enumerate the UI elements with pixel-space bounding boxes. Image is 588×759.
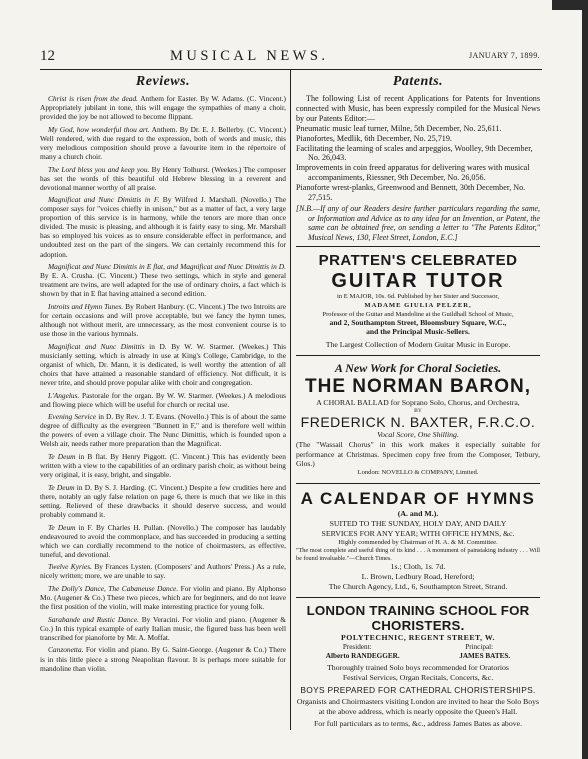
review-body: Pastorale for the organ. By W. W. Starmer. (Weekes.) A melodious and flowing piece which will be useful for church or recital use. — [40, 390, 286, 409]
review-title: Evening Service — [48, 412, 97, 422]
ad-subtitle: GUITAR TUTOR — [331, 270, 505, 293]
patents-intro: The following List of recent Applications for Patents for Inventions connected with Music, has been expressly compiled for the Musical News by our Patents Editor:— — [296, 94, 540, 123]
ad-line: Highly commended by Chairman of H. A. & M. Committee. — [338, 538, 498, 546]
page-number: 12 — [40, 48, 55, 64]
masthead: MUSICAL NEWS. — [170, 48, 329, 64]
ad-line: Professor of the Guitar and Mandoline at the Guildhall School of Music, — [322, 310, 514, 318]
ad-agency: The Church Agency, Ltd., 6, Southampton Street, Strand. — [328, 581, 508, 591]
ad-footer: The Largest Collection of Modern Guitar Music in Europe. — [325, 340, 511, 350]
ad-norman-baron — [296, 355, 540, 482]
review-item — [40, 342, 286, 387]
review-title: Twelve Kyries. — [48, 562, 92, 572]
patents-list — [296, 124, 540, 203]
ad-line: and the Principal Music-Sellers. — [366, 326, 470, 336]
review-item — [40, 302, 286, 338]
ad-principal-label: Principal: — [465, 642, 494, 651]
ad-score: Vocal Score, One Shilling. — [377, 430, 459, 440]
review-body: in D. By S. J. Harding. (C. Vincent.) Despite a few crudities here and there, notably an ugly false relation on page 6, there is much that we like in this setting. Relieved of these drawbacks it should deserve success, and would probably command it. — [40, 482, 286, 519]
ad-boys: BOYS PREPARED FOR CATHEDRAL CHORISTERSHIPS. — [300, 684, 536, 695]
reviews-list — [40, 94, 286, 673]
column-rule — [290, 70, 291, 730]
review-title: Introits and Hymn Tunes. — [48, 301, 124, 311]
ad-name: MADAME GIULIA PELZER, — [364, 301, 472, 309]
review-item — [40, 125, 286, 161]
review-title: L'Angelus. — [48, 390, 80, 400]
reviews-heading: Reviews. — [135, 74, 191, 89]
review-item — [40, 165, 286, 192]
review-body: in F. By Charles H. Pullan. (Novello.) The composer has laudably endeavoured to avoid the commonplace, and has succeeded in producing a setting which we can cordially recommend to the notice of choirmasters, as effective, tuneful, and devotional. — [40, 522, 286, 559]
ad-publisher: London: NOVELLO & COMPANY, Limited. — [357, 468, 479, 476]
review-title: The Dolly's Dance, The Cabaneuse Dance. — [48, 584, 179, 594]
ad-author: L. Brown, Ledbury Road, Hereford; — [361, 571, 475, 581]
ad-title: THE NORMAN BARON, — [305, 376, 531, 398]
ad-by: BY — [414, 408, 422, 415]
review-body: in D. By Rev. J. T. Evans. (Novello.) This is of about the same degree of difficulty as the evergreen "Bunnett in F," and is therefore well within the powers of even a village choir. The Nunc Dimittis, which is founded upon a Welsh air, needs rather more preparation than the Magnificat. — [40, 412, 286, 449]
review-title: Magnificat and Nunc Dimittis — [48, 341, 145, 351]
ad-title: LONDON TRAINING SCHOOL FOR CHORISTERS. — [306, 602, 530, 633]
review-body: By Robert Hanbury. (C. Vincent.) The two Introits are for certain occasions and will prove acceptable, but we fancy the hymn tunes, although not without merit, are unnecessary, as the most convenient course is to use those in the various hymnals. — [40, 301, 286, 339]
ad-description: (The "Wassail Chorus" in this work makes it especially suitable for performance at Christmas. Specimen copy free from the Composer, Tetbury, Glos.) — [296, 440, 540, 468]
review-body: For violin and piano. By G. Saint-George. (Augener & Co.) There is in this little piece a strong Neapolitan flavour. It is perhaps more suitable for mandoline than violin. — [40, 645, 286, 673]
header-rule — [40, 69, 542, 70]
ad-line: Organists and Choirmasters visiting London are invited to hear the Solo Boys at the above address, which is nearly opposite the Queen's Hall. — [296, 696, 540, 716]
ad-address: and 2, Southampton Street, Bloomsbury Square, W.C., — [329, 318, 507, 328]
right-column — [296, 74, 540, 734]
ad-line: For full particulars as to terms, &c., address James Bates as above. — [313, 718, 523, 728]
review-item — [40, 391, 286, 409]
review-title: Te Deum — [48, 522, 76, 532]
review-title: Canzonetta. — [48, 645, 84, 655]
patent-item: Facilitating the learning of scales and arpeggios, Woolley, 9th December, No. 26,043. — [296, 143, 533, 163]
scan-corner — [552, 0, 582, 10]
reviews-column — [40, 74, 286, 734]
ad-line: SUITED TO THE SUNDAY, HOLY DAY, AND DAILY — [329, 518, 507, 528]
review-item — [40, 562, 286, 580]
review-body: By Frances Lysten. (Composers' and Authors' Press.) As a rule, nicely written; more, we are unable to say. — [40, 562, 286, 581]
review-item — [40, 94, 286, 121]
review-body: For violin and piano. By Alphonso Mo. (Augener & Co.) These two pieces, which are for beginners, and do not leave the first position of the violin, will make interesting practice for young folk. — [40, 584, 286, 612]
review-item — [40, 452, 286, 479]
ad-officers — [296, 643, 540, 652]
review-body: By Henry Tolhurst. (Weekes.) The composer has set the words of this beautiful old Hebrew blessing in a reverent and devotional manner worthy of all praise. — [40, 164, 286, 192]
review-title: Te Deum — [48, 452, 76, 462]
ad-president: Alberto RANDEGGER. — [325, 651, 400, 660]
ad-subtitle: A CHORAL BALLAD for Soprano Solo, Chorus, and Orchestra, — [316, 398, 520, 408]
scan-edge — [582, 0, 588, 759]
patents-note: [N.B.—If any of our Readers desire further particulars regarding the same, or Information and Advice as to any idea for an Invention, or Patent, the same can be obtained free, on sending a letter to "The Patents Editor," Musical News, 130, Fleet Street, London, E.C.] — [296, 203, 540, 242]
ad-composer: FREDERICK N. BAXTER, F.R.C.O. — [300, 414, 536, 431]
review-item — [40, 615, 286, 642]
ad-principal: JAMES BATES. — [459, 651, 511, 660]
ad-heading: A New Work for Choral Societies. — [334, 361, 502, 376]
ad-pratten — [296, 246, 540, 355]
patent-item: Pianoforte wrest-planks, Greenwood and Bennett, 30th December, No. 27,515. — [296, 183, 526, 203]
ad-line: Festival Services, Organ Recitals, Concerts, &c. — [342, 672, 494, 682]
review-title: Christ is risen from the dead. — [48, 94, 139, 103]
review-title: The Lord bless you and keep you. — [48, 164, 150, 174]
review-item — [40, 195, 286, 258]
review-title: Sarabande and Rustic Dance. — [48, 614, 139, 624]
ad-london-training — [296, 597, 540, 734]
review-body: By Veracini. For violin and piano. (Augener & Co.) In this typical example of early Italian music, the figured bass has been well transcribed for pianoforte by Mr. A. Moffat. — [40, 614, 286, 642]
ad-subtitle: POLYTECHNIC, REGENT STREET, W. — [341, 632, 495, 642]
review-title: My God, how wonderful thou art. — [48, 124, 150, 134]
ad-line: Thoroughly trained Solo boys recommended for Oratorios — [327, 662, 509, 672]
review-body: By E. A. Crusha. (C. Vincent.) These two settings, which in style and general treatment are twins, are well adapted for the use of ordinary choirs, a fact which is shown by that in E flat having attained a second edition. — [40, 271, 286, 299]
ad-subtitle: (A. and M.). — [397, 508, 439, 518]
patent-item: Pneumatic music leaf turner, Milne, 5th December, No. 25,611. — [296, 123, 502, 133]
review-body: By Wilfred J. Marshall. (Novello.) The composer says for "voices chiefly in unison," but as a matter of fact, a very large proportion of this service is in harmony, while the tenors are more than once divided. The music is pleasing, and although it is fairly easy to sing, Mr. Marshall has so employed his voices as to ensure considerable effect in performance, and undoubted zest on the part of the singers. We can certainly recommend this for adoption. — [40, 195, 286, 259]
ad-title: PRATTEN'S CELEBRATED — [318, 252, 518, 270]
review-item — [40, 483, 286, 519]
ad-line: SERVICES FOR ANY YEAR; WITH OFFICE HYMNS, &c. — [321, 528, 515, 538]
ad-line: in E MAJOR, 10s. 6d. Published by her Sister and Successor, — [336, 293, 499, 301]
ad-quote: "The most complete and useful thing of its kind . . . A monument of painstaking industry . . . Will be found invaluable."—Church Times. — [296, 547, 540, 562]
review-body: Anthem. By Dr. E. J. Bellerby. (C. Vincent.) Well rendered, with due regard to the expression, both of words and music, this very melodious composition should prove a favourite item in the répertoire of many a church choir. — [40, 124, 286, 161]
review-item — [40, 523, 286, 559]
review-body: Anthem for Easter. By W. Adams. (C. Vincent.) Appropriately jubilant in tone, this will engage the sympathies of many a choir, provided the joy be not allowed to become flippant. — [40, 94, 286, 122]
review-title: Magnificat and Nunc Dimittis in E flat, and Magnificat and Nunc Dimittis in D. — [48, 262, 286, 272]
review-item — [40, 645, 286, 672]
page-header — [40, 48, 540, 64]
review-title: Te Deum — [48, 482, 75, 492]
ad-president-label: President: — [342, 642, 372, 651]
review-item — [40, 584, 286, 611]
review-item — [40, 262, 286, 298]
review-body: in B flat. By Henry Piggott. (C. Vincent.) This has evidently been written with a view to the capabilities of an ordinary parish choir, as without being very original, it is easy, bright, and singable. — [40, 452, 286, 480]
review-body: in D. By W. W. Starmer. (Weekes.) This musicianly setting, which is already in use at King's College, Cambridge, to the organist of which, Dr. Mann, it is dedicated, is well worthy the attention of all choirs that have attained a reasonable standard of efficiency. Not difficult, it is never trite, and should prove popular alike with choir and congregation. — [40, 341, 286, 387]
ad-price: 1s.; Cloth, 1s. 7d. — [390, 561, 446, 571]
ad-calendar — [296, 483, 540, 597]
issue-date: JANUARY 7, 1899. — [469, 51, 540, 60]
patent-item: Improvements in coin freed apparatus for delivering wares with musical accompaniments, Riessner, 9th December, No. 26,056. — [296, 163, 530, 183]
review-item — [40, 412, 286, 448]
patent-item: Pianofortes, Medlik, 6th December, No. 25,719. — [296, 133, 452, 143]
ad-title: A CALENDAR OF HYMNS — [300, 488, 536, 508]
ad-officers-names — [296, 652, 540, 661]
patents-heading: Patents. — [392, 74, 444, 89]
review-title: Magnificat and Nunc Dimittis in F. — [48, 195, 160, 205]
